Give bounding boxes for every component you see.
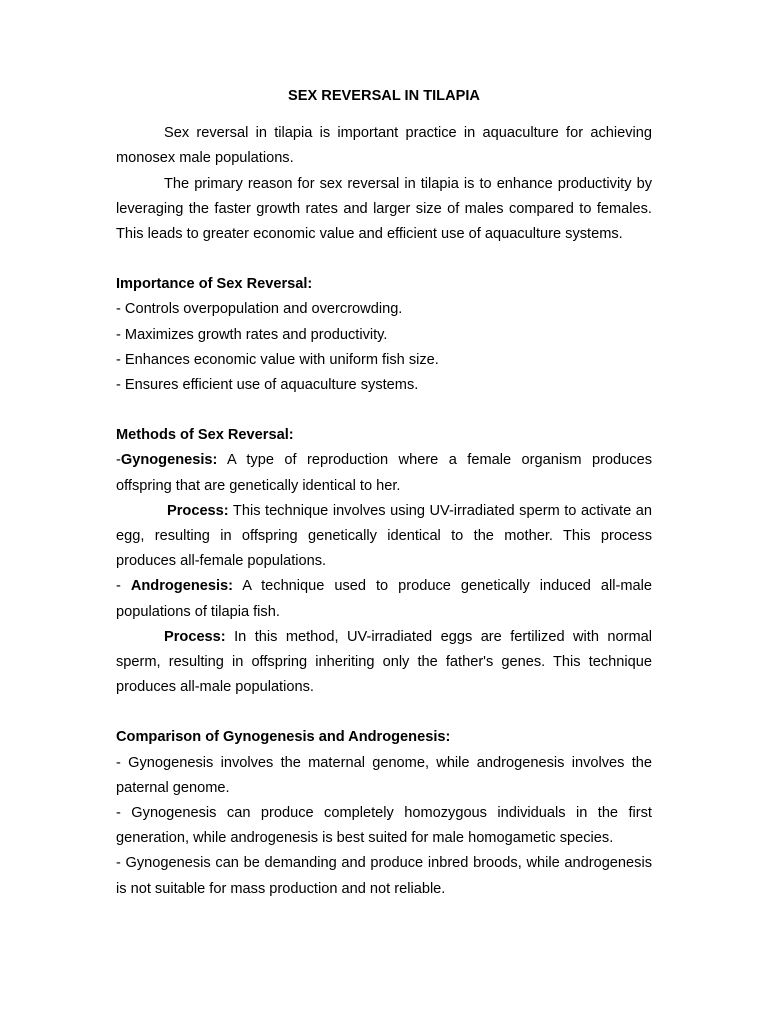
androgenesis-text: A technique used to produce genetically induced all-male populations of tilapia fish. <box>116 578 652 620</box>
comparison-item: - Gynogenesis can be demanding and produce inbred broods, while androgenesis is not suitable for mass production and not reliable. <box>116 855 652 897</box>
importance-heading: Importance of Sex Reversal: <box>116 276 313 293</box>
androgenesis-term: Androgenesis: <box>130 578 234 595</box>
importance-item: - Enhances economic value with uniform fish size. <box>116 351 439 368</box>
intro-paragraph-2: The primary reason for sex reversal in tilapia is to enhance productivity by leveraging the faster growth rates and larger size of males compared to females. This leads to greater economic value and efficient use of aquaculture systems. <box>116 175 652 243</box>
document-page <box>116 84 652 902</box>
importance-item: - Maximizes growth rates and productivity. <box>116 326 388 343</box>
document-title: SEX REVERSAL IN TILAPIA <box>288 88 480 104</box>
gynogenesis-process-label: Process: <box>167 502 229 519</box>
comparison-item: - Gynogenesis can produce completely homozygous individuals in the first generation, while androgenesis is best suited for male homogametic species. <box>116 805 652 847</box>
gynogenesis-text: A type of reproduction where a female organism produces offspring that are genetically identical to her. <box>116 452 652 494</box>
androgenesis-process-text: In this method, UV-irradiated eggs are fertilized with normal sperm, resulting in offspring inheriting only the father's genes. This technique produces all-male populations. <box>116 628 652 696</box>
gynogenesis-process-text: This technique involves using UV-irradiated sperm to activate an egg, resulting in offspring genetically identical to the mother. This process produces all-female populations. <box>116 502 652 570</box>
gynogenesis-definition <box>116 448 652 498</box>
comparison-heading: Comparison of Gynogenesis and Androgenesis: <box>116 729 451 746</box>
androgenesis-process <box>116 625 652 701</box>
comparison-item: - Gynogenesis involves the maternal genome, while androgenesis involves the paternal genome. <box>116 754 652 796</box>
methods-heading: Methods of Sex Reversal: <box>116 427 294 444</box>
gynogenesis-process <box>116 499 652 575</box>
importance-item: - Controls overpopulation and overcrowding. <box>116 301 403 318</box>
androgenesis-definition <box>116 574 652 624</box>
intro-paragraph-1: Sex reversal in tilapia is important practice in aquaculture for achieving monosex male populations. <box>116 125 652 167</box>
gynogenesis-prefix: - <box>116 452 121 469</box>
androgenesis-process-label: Process: <box>164 628 226 645</box>
androgenesis-prefix: - <box>116 578 131 595</box>
importance-item: - Ensures efficient use of aquaculture systems. <box>116 377 419 394</box>
gynogenesis-term: Gynogenesis: <box>120 452 218 469</box>
